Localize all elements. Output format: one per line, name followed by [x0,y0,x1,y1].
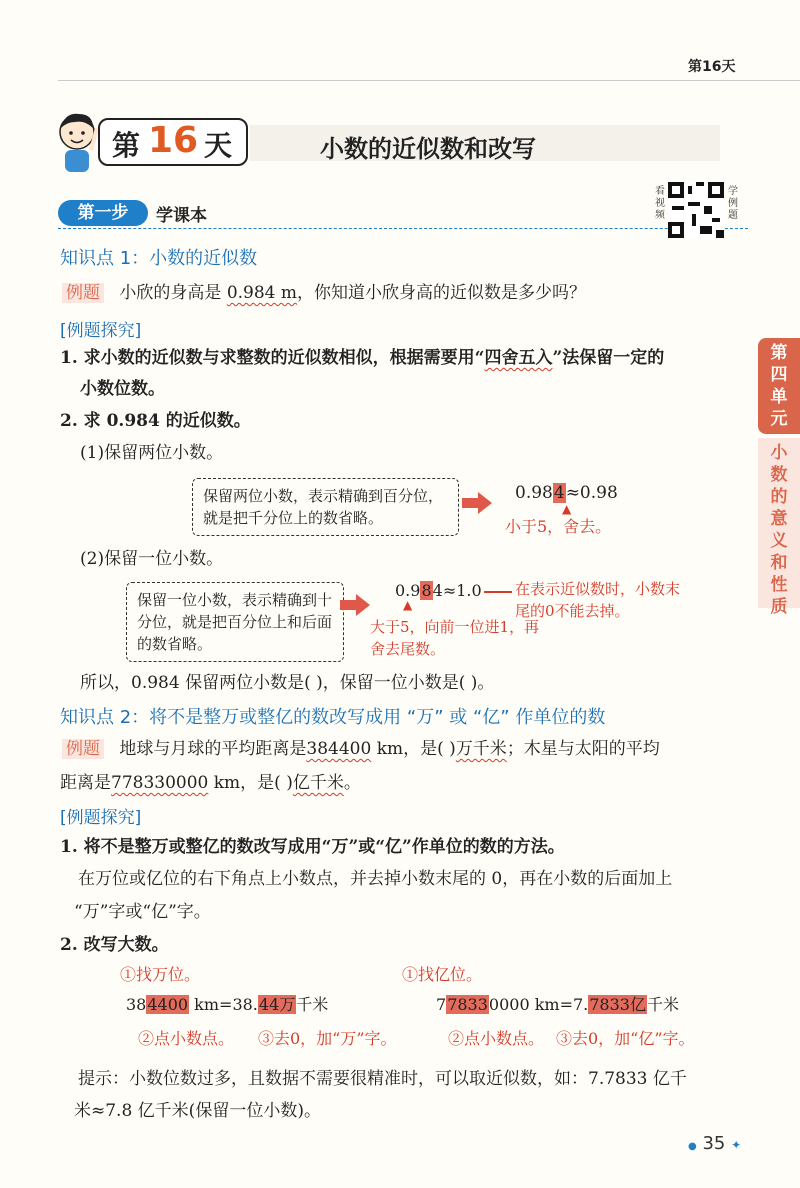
kp2-example-cont: 距离是778330000 km，是( )亿千米。 [60,773,361,793]
header-day: 第16天 [688,59,736,75]
s2-up-arrow: ▲ [403,598,413,612]
qr-right-label: 学例题 [728,186,738,221]
kp1-title: 知识点 1：小数的近似数 [60,248,258,269]
wan-expression: 384400 km=38.44万千米 [126,995,329,1014]
kp2-title: 知识点 2：将不是整万或整亿的数改写成用 “万” 或 “亿” 作单位的数 [60,707,606,728]
day-badge: 第 16 天 [98,118,248,166]
header-rule [58,80,800,81]
s1-note: 小于5，舍去。 [505,517,612,536]
yi-expression: 778330000 km=7.7833亿千米 [436,995,679,1014]
unit-tab: 第四单元 [758,338,800,434]
wan-step2: ②点小数点。 [138,1029,235,1048]
yi-step3: ③去0，加“亿”字。 [556,1029,695,1048]
topic-tab: 小数的意义和性质 [758,438,800,608]
s1-explain-box: 保留两位小数，表示精确到百分位，就是把千分位上的数省略。 [192,478,459,536]
s2-arrow-icon [340,594,370,620]
boy-mascot-icon [55,106,99,176]
s2-title: (2)保留一位小数。 [80,549,224,569]
kp2-p1-body: 在万位或亿位的右下角点上小数点，并去掉小数末尾的 0，再在小数的后面加上 [78,869,673,889]
s2-note-right: 在表示近似数时，小数末尾的0不能去掉。 [515,580,681,620]
s2-pointer-line [484,591,512,593]
kp1-example: 例题 小欣的身高是 0.984 m，你知道小欣身高的近似数是多少吗？ [62,280,586,306]
s1-up-arrow: ▲ [562,502,572,516]
example-tag-2: 例题 [62,739,104,759]
tip-line: 提示：小数位数过多，且数据不需要很精准时，可以取近似数，如：7.7833 亿千 [78,1069,687,1089]
s1-title: (1)保留两位小数。 [80,443,224,463]
s1-expression: 0.984≈0.98 [515,483,618,503]
kp1-p1: 1. 求小数的近似数与求整数的近似数相似，根据需要用“四舍五入”法保留一定的 [60,348,665,368]
s2-explain-box: 保留一位小数，表示精确到十分位，就是把百分位上和后面的数省略。 [126,582,344,662]
explore-tag-2: [例题探究] [60,808,142,828]
tip-line-cont: 米≈7.8 亿千米(保留一位小数)。 [74,1101,321,1121]
page-title: 小数的近似数和改写 [320,135,536,163]
explore-tag-1: [例题探究] [60,321,142,341]
step-divider [58,228,748,229]
yi-step2: ②点小数点。 [448,1029,545,1048]
step-badge: 第一步 [58,200,148,226]
example-tag: 例题 [62,283,104,303]
qr-left-label: 看视频 [655,186,665,221]
wan-step1: ①找万位。 [120,965,201,984]
s2-note-below: 大于5，向前一位进1，再舍去尾数。 [370,618,540,658]
kp2-p2: 2. 改写大数。 [60,935,169,955]
kp1-p1-cont: 小数位数。 [80,379,165,399]
kp1-answer-line: 所以，0.984 保留两位小数是( )，保留一位小数是( )。 [80,673,495,693]
s1-arrow-icon [462,492,492,518]
yi-step1: ①找亿位。 [402,965,483,984]
wan-step3: ③去0，加“万”字。 [258,1029,397,1048]
page-number: ● 35 ✦ [688,1133,742,1154]
kp1-p2: 2. 求 0.984 的近似数。 [60,411,251,431]
s2-expression: 0.984≈1.0 [395,581,482,600]
kp2-p1: 1. 将不是整万或整亿的数改写成用“万”或“亿”作单位的数的方法。 [60,837,565,857]
step-label: 学课本 [156,206,207,226]
kp2-example: 例题 地球与月球的平均距离是384400 km，是( )万千米；木星与太阳的平均 [62,736,660,762]
kp2-p1-body-cont: “万”字或“亿”字。 [74,902,211,922]
qr-code-icon[interactable] [668,182,724,238]
